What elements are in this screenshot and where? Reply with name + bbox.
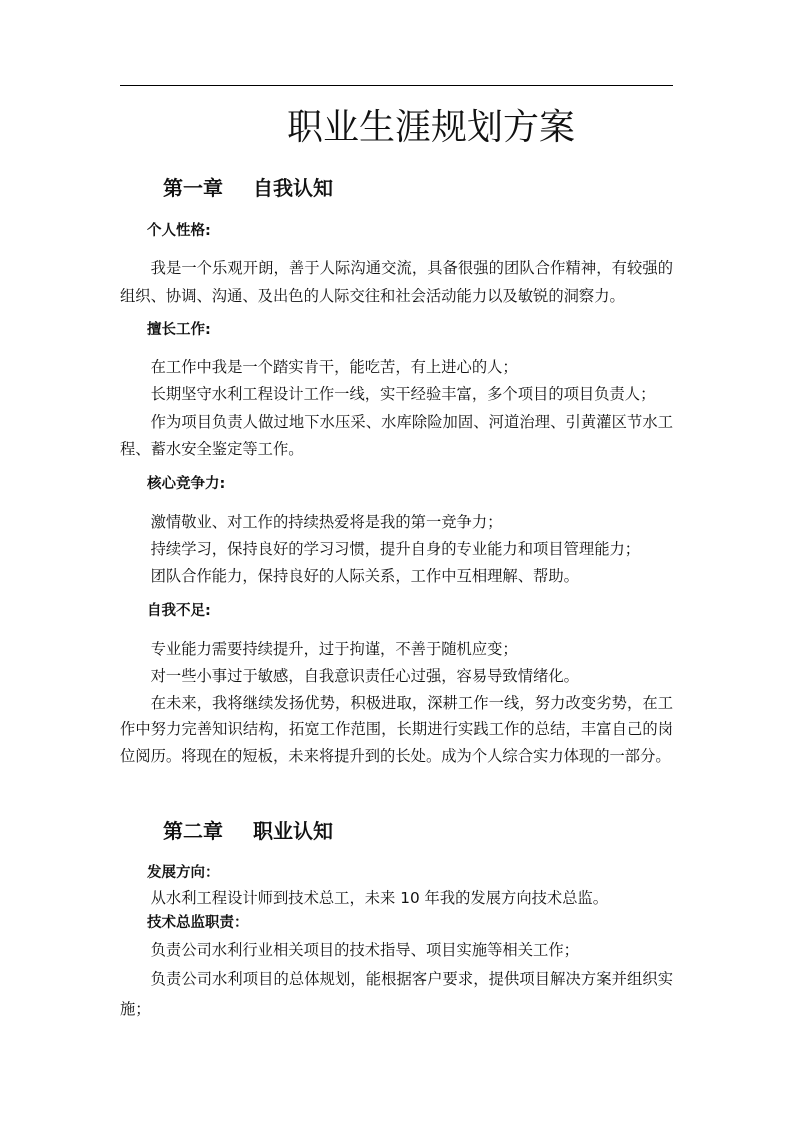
- paragraph: 作为项目负责人做过地下水压采、水库除险加固、河道治理、引黄灌区节水工程、蓄水安全鉴定等工作。: [120, 412, 673, 459]
- section-body: [120, 636, 673, 770]
- header-rule: [120, 85, 673, 86]
- paragraph: 负责公司水利项目的总体规划，能根据客户要求，提供项目解决方案并组织实施；: [120, 970, 673, 1018]
- document-title: 职业生涯规划方案: [287, 107, 576, 148]
- paragraph: 我是一个乐观开朗，善于人际沟通交流，具备很强的团队合作精神，有较强的组织、协调、沟通、及出色的人际交往和社会活动能力以及敏锐的洞察力。: [120, 259, 673, 305]
- paragraph: 团队合作能力，保持良好的人际关系，工作中互相理解、帮助。: [150, 567, 579, 585]
- chapter-2-heading: [120, 817, 716, 845]
- chapter-name: 职业认知: [253, 819, 333, 843]
- section-body: [120, 354, 673, 464]
- paragraph: 长期坚守水利工程设计工作一线，实干经验丰富，多个项目的项目负责人；: [150, 385, 656, 404]
- chapter-name: 自我认知: [253, 176, 333, 200]
- chapter-1-heading: [120, 174, 716, 202]
- paragraph: 负责公司水利行业相关项目的技术指导、项目实施等相关工作；: [150, 941, 579, 959]
- chapter-number: 第一章: [163, 176, 223, 200]
- section-heading: 个人性格:: [147, 223, 211, 239]
- paragraph: 在工作中我是一个踏实肯干，能吃苦，有上进心的人；: [150, 358, 518, 376]
- section-heading: 核心竞争力:: [147, 476, 226, 492]
- section-heading: 擅长工作:: [147, 322, 211, 338]
- section-body: [120, 254, 673, 310]
- paragraph: 专业能力需要持续提升，过于拘谨，不善于随机应变；: [150, 640, 518, 658]
- paragraph: 激情敬业、对工作的持续热爱将是我的第一竞争力；: [150, 513, 503, 531]
- section-body: [120, 885, 673, 911]
- section-heading: 发展方向：: [147, 865, 220, 881]
- paragraph: 从水利工程设计师到技术总工，未来 10 年我的发展方向技术总监。: [150, 889, 609, 907]
- section-body: [120, 509, 673, 590]
- section-body: [120, 936, 673, 1024]
- section-heading: 技术总监职责：: [147, 915, 249, 931]
- chapter-number: 第二章: [163, 819, 223, 843]
- paragraph: 对一些小事过于敏感，自我意识责任心过强，容易导致情绪化。: [150, 666, 579, 685]
- paragraph: 持续学习，保持良好的学习习惯，提升自身的专业能力和项目管理能力；: [150, 540, 641, 558]
- paragraph: 在未来，我将继续发扬优势，积极进取，深耕工作一线，努力改变劣势，在工作中努力完善知识结构，拓宽工作范围，长期进行实践工作的总结，丰富自己的岗位阅历。将现在的短板，未来将提升到的长处。成为个人综合实力体现的一部分。: [120, 693, 673, 766]
- section-heading: 自我不足:: [147, 603, 211, 619]
